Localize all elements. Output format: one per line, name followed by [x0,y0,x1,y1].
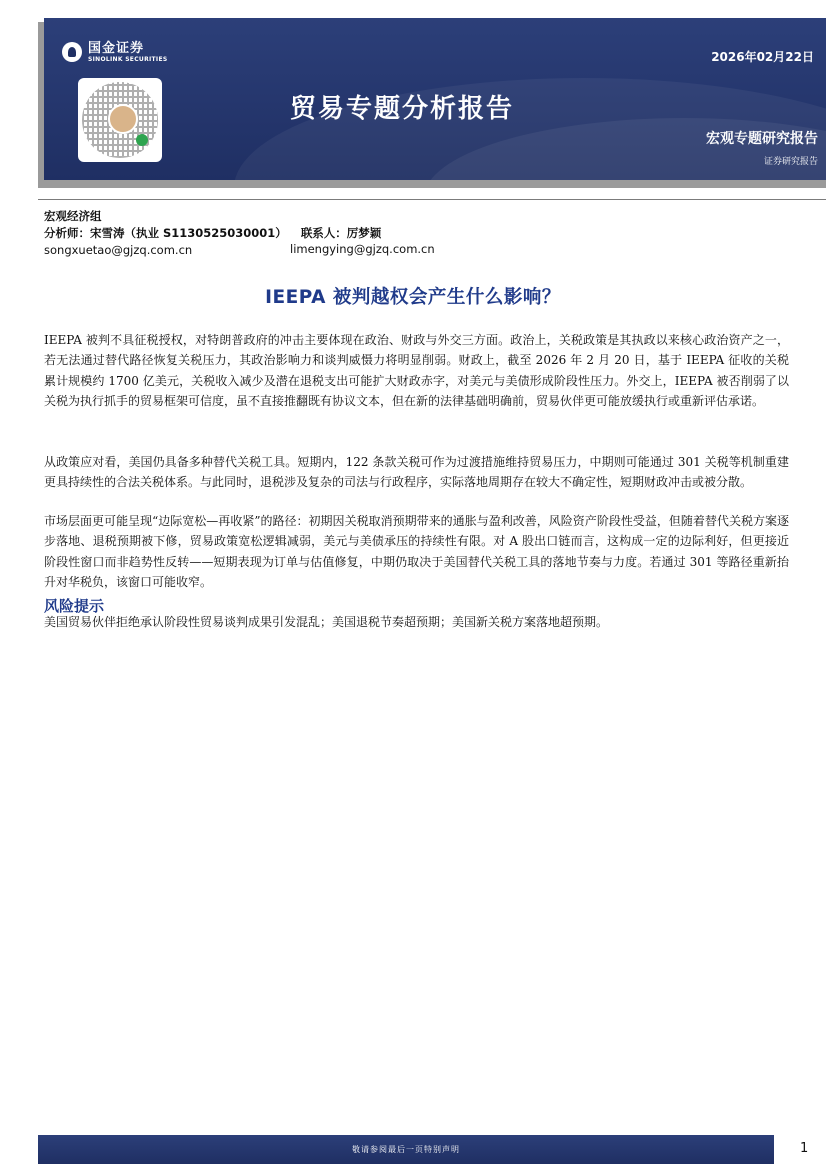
risk-text: 美国贸易伙伴拒绝承认阶段性贸易谈判成果引发混乱；美国退税节奏超预期；美国新关税方案落地超预期。 [44,615,609,629]
contact-email[interactable]: limengying@gjzq.com.cn [290,242,435,256]
article-title: IEEPA 被判越权会产生什么影响？ [265,287,561,308]
analyst-email[interactable]: songxuetao@gjzq.com.cn [44,243,193,257]
body-paragraph: IEEPA 被判不具征税授权，对特朗普政府的冲击主要体现在政治、财政与外交三方面。政治上，关税政策是其执政以来核心政治资产之一，若无法通过替代路径恢复关税压力，其政治影响力和谈判威慑力将明显削弱。财政上，截至 2026 年 2 月 20 日，基于 IEEPA 征收的关税累计规模约 1700 亿美元，关税收入减少及潜在退税支出可能扩大财政赤字，对美元与美债形成阶段性压力。外交上，IEEPA 被否削弱了以关税为执行抓手的贸易框架可信度，虽不直接推翻既有协议文本，但在新的法律基础明确前，贸易伙伴更可能放缓执行或重新评估承诺。 [44,333,789,408]
footer-disclaimer: 敬请参阅最后一页特别声明 [352,1145,460,1154]
analyst-info: 分析师：宋雪涛（执业 S1130525030001） [44,226,287,240]
report-type: 宏观专题研究报告 [706,131,818,147]
company-logo [62,40,167,64]
banner-title: 贸易专题分析报告 [290,94,515,124]
body-paragraph: 从政策应对看，美国仍具备多种替代关税工具。短期内，122 条款关税可作为过渡措施维持贸易压力，中期则可能通过 301 关税等机制重建更具持续性的合法关税体系。与此同时，退税涉及复杂的司法与行政程序，实际落地周期存在较大不确定性，短期财政冲击或被分散。 [44,455,789,490]
report-subtype: 证券研究报告 [763,157,818,167]
logo-name-cn: 国金证券 [88,40,145,56]
qr-center-logo-icon [108,104,138,134]
logo-name-en: SINOLINK SECURITIES [88,55,168,63]
qr-code [78,78,162,162]
body-paragraph: 市场层面更可能呈现“边际宽松—再收紧”的路径：初期因关税取消预期带来的通胀与盈利改善，风险资产阶段性受益，但随着替代关税方案逐步落地、退税预期被下修，贸易政策宽松逻辑减弱，美元与美债承压的持续性有限。对 A 股出口链而言，这构成一定的边际利好，但更接近阶段性窗口而非趋势性反转——短期表现为订单与估值修复，中期仍取决于美国替代关税工具的落地节奏与力度。若通过 301 等路径重新抬升对华税负，该窗口可能收窄。 [44,514,789,589]
risk-heading: 风险提示 [44,597,105,615]
divider [38,199,826,200]
page-number: 1 [800,1141,809,1156]
contact-info: 联系人：厉梦颖 [300,226,382,240]
mini-program-icon [136,134,148,146]
report-date: 2026年02月22日 [711,50,814,64]
logo-mark-icon [62,42,82,62]
research-group: 宏观经济组 [44,209,102,223]
